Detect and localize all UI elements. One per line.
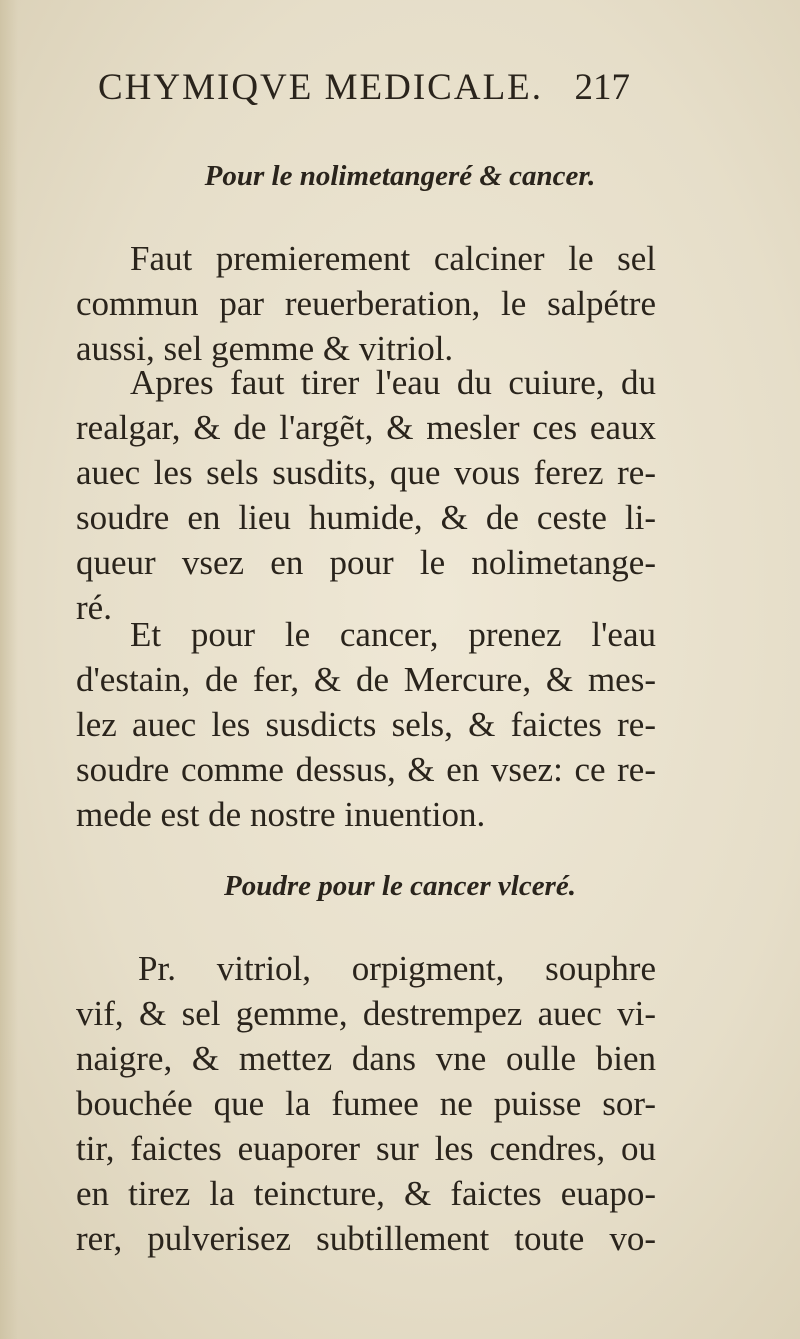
- section-heading: Poudre pour le cancer vlceré.: [224, 870, 576, 902]
- section-heading: Pour le nolimetangeré & cancer.: [204, 160, 596, 192]
- page-number: 217: [574, 67, 630, 108]
- text-line: d'estain, de fer, & de Mercure, & mes-: [76, 660, 656, 699]
- text-line: queur vsez en pour le nolimetange-: [76, 543, 656, 582]
- text-line: commun par reuerberation, le salpétre: [76, 284, 656, 323]
- text-line: soudre comme dessus, & en vsez: ce re-: [76, 750, 656, 789]
- text-line: mede est de nostre inuention.: [76, 795, 486, 834]
- text-line: rer, pulverisez subtillement toute vo-: [76, 1219, 656, 1258]
- text-line: en tirez la teincture, & faictes euapo-: [76, 1174, 656, 1213]
- page-shadow: [0, 0, 18, 1339]
- text-line: Pr. vitriol, orpigment, souphre: [138, 949, 656, 988]
- text-line: tir, faictes euaporer sur les cendres, ou: [76, 1129, 656, 1168]
- running-title: CHYMIQVE MEDICALE.: [98, 67, 544, 108]
- text-line: bouchée que la fumee ne puisse sor-: [76, 1084, 656, 1123]
- text-line: vif, & sel gemme, destrempez auec vi-: [76, 994, 656, 1033]
- text-line: Apres faut tirer l'eau du cuiure, du: [130, 363, 656, 402]
- text-line: soudre en lieu humide, & de ceste li-: [76, 498, 656, 537]
- page-header: [98, 66, 638, 110]
- text-line: auec les sels susdits, que vous ferez re-: [76, 453, 656, 492]
- text-line: ré.: [76, 588, 112, 627]
- text-line: aussi, sel gemme & vitriol.: [76, 329, 454, 368]
- text-line: naigre, & mettez dans vne oulle bien: [76, 1039, 656, 1078]
- text-line: realgar, & de l'argẽt, & mesler ces eaux: [76, 408, 656, 447]
- text-line: Et pour le cancer, prenez l'eau: [130, 615, 656, 654]
- text-line: lez auec les susdicts sels, & faictes re-: [76, 705, 656, 744]
- text-line: Faut premierement calciner le sel: [130, 239, 656, 278]
